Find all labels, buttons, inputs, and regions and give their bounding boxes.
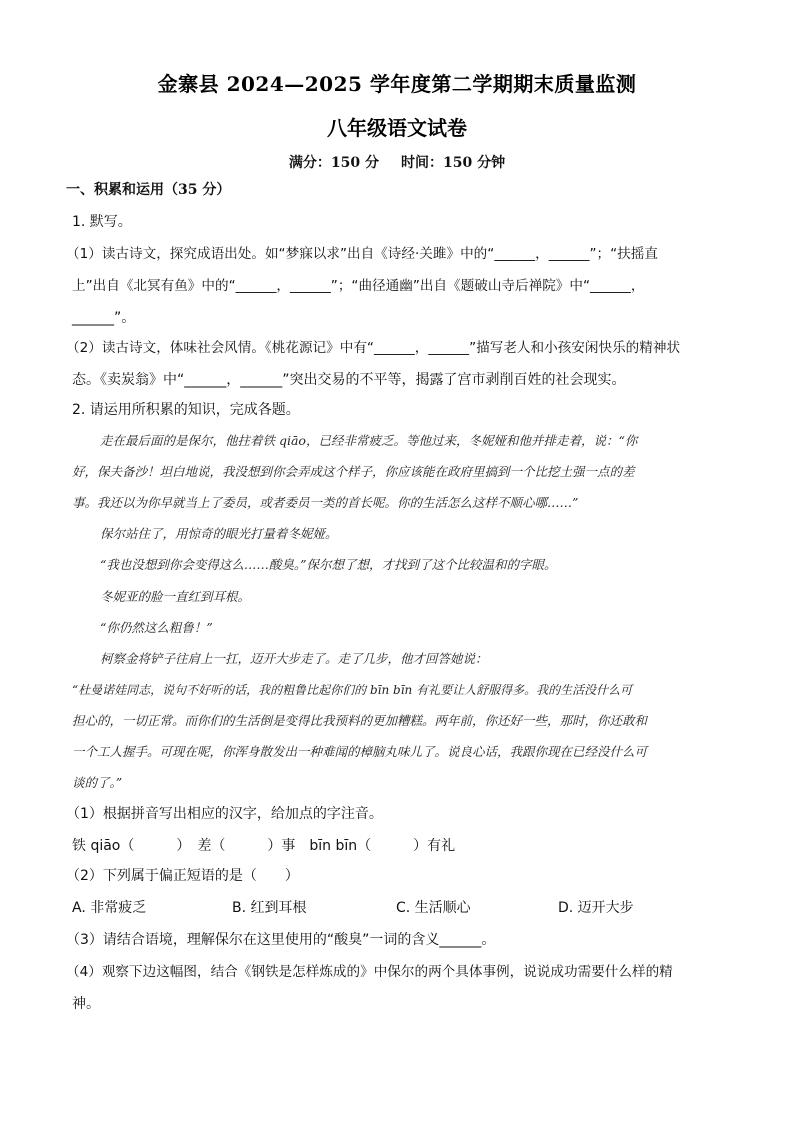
q1-part1-line3: ______”。 <box>72 310 136 326</box>
option-a: A. 非常疲乏 <box>72 900 147 916</box>
q1-part2-line2: 态。《卖炭翁》中“______，______”突出交易的不平等，揭露了宫市剥削百姓的社会现实。 <box>72 372 626 388</box>
option-d: D. 迈开大步 <box>558 900 634 916</box>
full-score: 满分：150 分 <box>288 155 379 171</box>
exam-title: 金寨县 2024—2025 学年度第二学期期末质量监测 <box>157 72 637 96</box>
q1-part1-line2: 上”出自《北冥有鱼》中的“______，______”；“曲径通幽”出自《题破山寺后禅院》中“______， <box>72 278 645 294</box>
passage-line-8: 柯察金将铲子往肩上一扛，迈开大步走了。走了几步，他才回答她说： <box>100 651 488 666</box>
passage-line-1: 走在最后面的是保尔，他拄着铁 qiāo，已经非常疲乏。等他过来，冬妮娅和他并排走着，说：“你 <box>100 433 638 448</box>
q1-part1-line1: （1）读古诗文，探究成语出处。如“梦寐以求”出自《诗经·关雎》中的“______，______”；“扶摇直 <box>66 246 658 262</box>
option-c: C. 生活顺心 <box>396 900 471 916</box>
passage-line-10: 担心的，一切正常。而你们的生活倒是变得比我预料的更加糟糕。两年前，你还好一些，那时，你还敢和 <box>72 713 648 728</box>
passage-line-4: 保尔站住了，用惊奇的眼光打量着冬妮娅。 <box>100 526 338 541</box>
q2-sub3: （3）请结合语境，理解保尔在这里使用的“酸臭”一词的含义______。 <box>66 932 496 948</box>
passage-line-3: 事。我还以为你早就当上了委员，或者委员一类的首长呢。你的生活怎么这样不顺心哪……” <box>72 495 579 510</box>
passage-line-5: “我也没想到你会变得这么……酸臭。”保尔想了想，才找到了这个比较温和的字眼。 <box>100 557 557 572</box>
exam-subtitle: 八年级语文试卷 <box>327 116 467 140</box>
exam-meta <box>0 152 794 172</box>
passage-line-2: 好，保夫备沙！坦白地说，我没想到你会弄成这个样子，你应该能在政府里搞到一个比挖土强一点的差 <box>72 464 635 479</box>
q2-sub4-line1: （4）观察下边这幅图，结合《钢铁是怎样炼成的》中保尔的两个具体事例，说说成功需要什么样的精 <box>66 964 673 980</box>
passage-line-6: 冬妮亚的脸一直红到耳根。 <box>100 589 251 604</box>
passage-line-12: 谈的了。” <box>72 775 123 790</box>
q1-part2-line1: （2）读古诗文，体味社会风情。《桃花源记》中有“______，______”描写老人和小孩安闲快乐的精神状 <box>66 340 681 356</box>
q2-sub1: （1）根据拼音写出相应的汉字，给加点的字注音。 <box>66 806 383 822</box>
exam-time: 时间：150 分钟 <box>401 155 506 171</box>
passage-line-9: “杜曼诺娃同志，说句不好听的话，我的粗鲁比起你们的 bīn bīn 有礼要让人舒服得多。我的生活没什么可 <box>72 683 633 697</box>
q2-sub2: （2）下列属于偏正短语的是（ ） <box>66 868 299 884</box>
option-b: B. 红到耳根 <box>232 900 307 916</box>
q2-sub4-line2: 神。 <box>72 996 100 1012</box>
section-heading: 一、积累和运用（35 分） <box>66 182 231 198</box>
passage-line-11: 一个工人握手。可现在呢，你浑身散发出一种难闻的樟脑丸味儿了。说良心话，我跟你现在已经没什么可 <box>72 744 648 759</box>
question-1-stem: 1. 默写。 <box>72 214 132 230</box>
passage-line-7: “你仍然这么粗鲁！” <box>100 620 213 635</box>
q2-sub1-blanks: 铁 qiāo（ ） 差（ ）事 bīn bīn（ ）有礼 <box>72 838 456 854</box>
question-2-stem: 2. 请运用所积累的知识，完成各题。 <box>72 402 300 418</box>
